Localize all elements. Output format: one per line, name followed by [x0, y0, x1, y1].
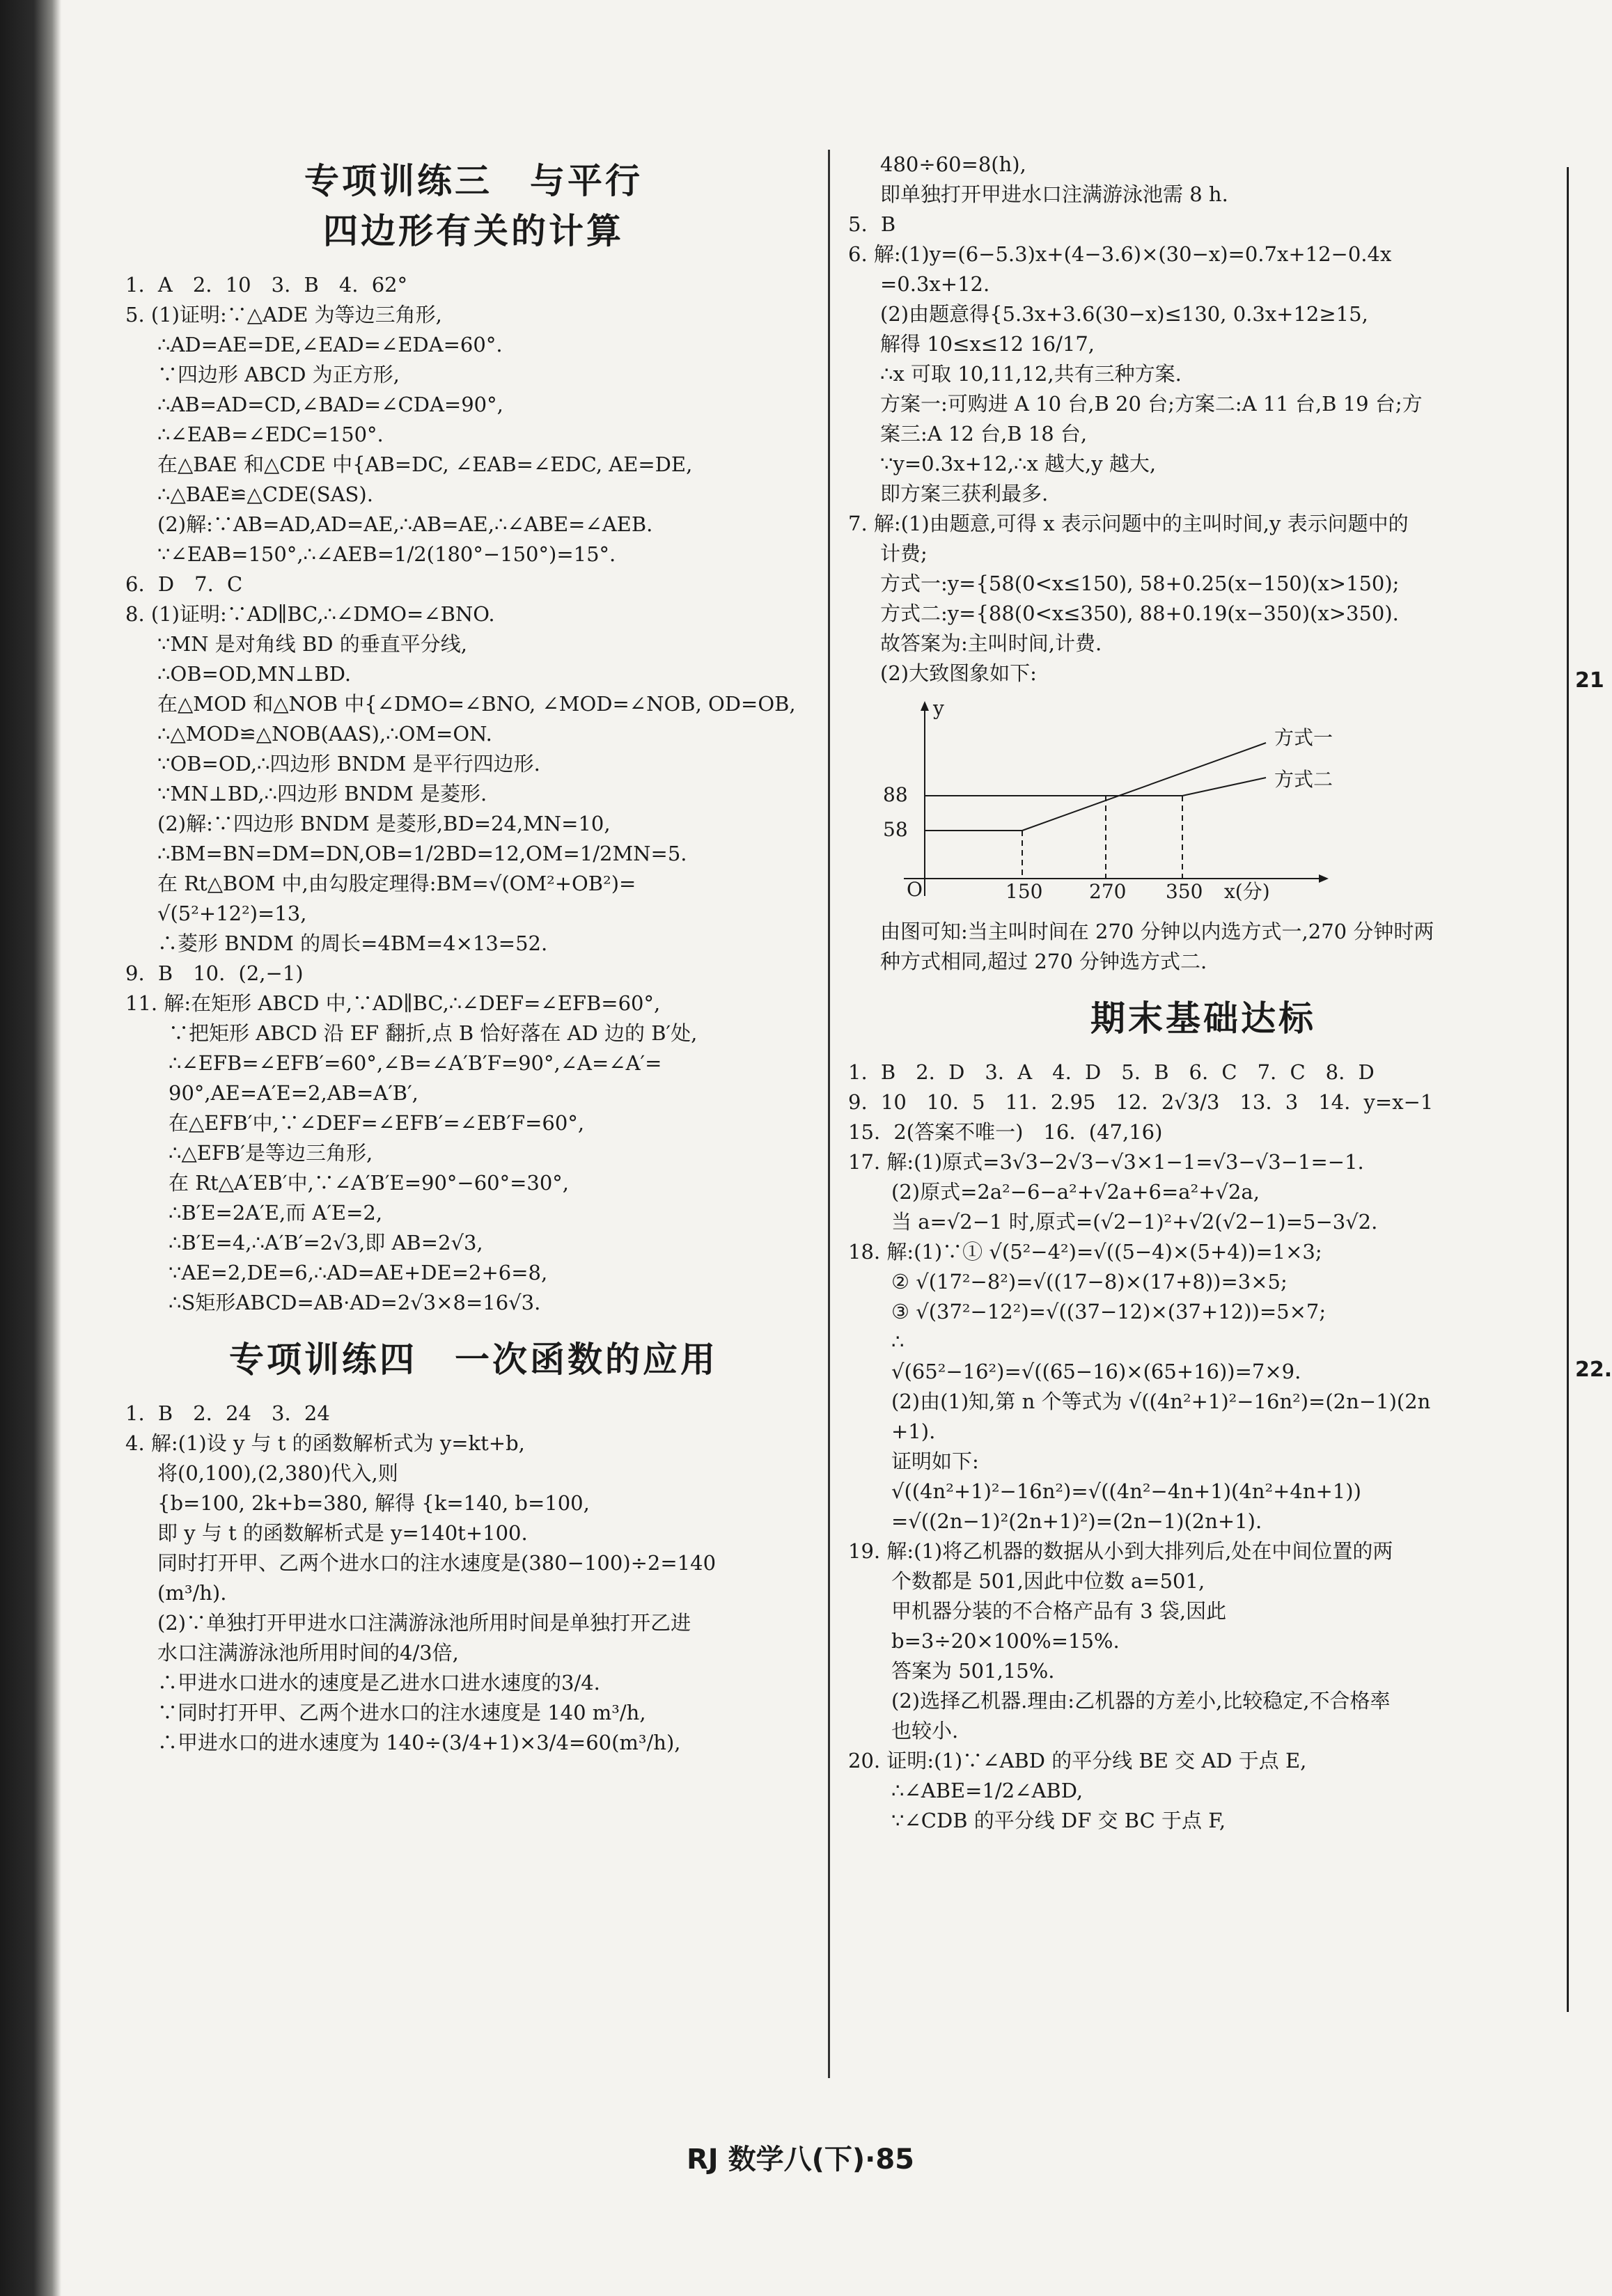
- solution-line: =0.3x+12.: [880, 272, 990, 296]
- solution-line: 90°,AE=A′E=2,AB=A′B′,: [169, 1081, 418, 1105]
- solution-line: 5. (1)证明:∵△ADE 为等边三角形,: [125, 303, 442, 327]
- solution-line: (2)∵单独打开甲进水口注满游泳池所用时间是单独打开乙进: [157, 1611, 691, 1635]
- solution-line: 6. 解:(1)y=(6−5.3)x+(4−3.6)×(30−x)=0.7x+12−0.4x: [848, 242, 1392, 266]
- solution-line: 种方式相同,超过 270 分钟选方式二.: [880, 950, 1207, 973]
- solution-line: {b=100, 2k+b=380, 解得 {k=140, b=100,: [157, 1491, 590, 1515]
- tick-58: 58: [883, 818, 908, 841]
- solution-line: ② √(17²−8²)=√((17−8)×(17+8))=3×5;: [891, 1270, 1288, 1294]
- solution-line: (2)大致图象如下:: [880, 661, 1037, 685]
- right-column: [848, 150, 1558, 1836]
- plan-two-rise: [1182, 778, 1266, 796]
- plan-one-label: 方式一: [1274, 726, 1333, 749]
- solution-line: ∵四边形 ABCD 为正方形,: [157, 363, 400, 386]
- page-footer: RJ 数学八(下)·85: [686, 2144, 915, 2176]
- tick-150: 150: [1005, 880, 1043, 903]
- solution-line: ∴BM=BN=DM=DN,OB=1/2BD=12,OM=1/2MN=5.: [157, 842, 687, 865]
- solution-line: 答案为 501,15%.: [891, 1659, 1055, 1683]
- answer-line: 5. B: [848, 212, 896, 236]
- answer-line: 15. 2(答案不唯一) 16. (47,16): [848, 1120, 1163, 1144]
- solution-line: 计费;: [880, 542, 928, 565]
- solution-line: ∴OB=OD,MN⊥BD.: [157, 662, 352, 686]
- solution-line: 证明如下:: [891, 1449, 979, 1473]
- solution-line: ∵把矩形 ABCD 沿 EF 翻折,点 B 恰好落在 AD 边的 B′处,: [169, 1021, 698, 1045]
- solution-line: 同时打开甲、乙两个进水口的注水速度是(380−100)÷2=140: [157, 1551, 717, 1575]
- solution-line: 甲机器分装的不合格产品有 3 袋,因此: [891, 1599, 1227, 1623]
- side-number-21: 21: [1575, 668, 1604, 693]
- solution-line: ∴甲进水口进水的速度是乙进水口进水速度的3/4.: [157, 1671, 600, 1695]
- solution-line: 18. 解:(1)∵① √(5²−4²)=√((5−4)×(5+4))=1×3;: [848, 1240, 1322, 1264]
- solution-line: 19. 解:(1)将乙机器的数据从小到大排列后,处在中间位置的两: [848, 1539, 1393, 1563]
- billing-graph: [876, 694, 1363, 903]
- answer-line: 9. B 10. (2,−1): [125, 961, 304, 985]
- tick-350: 350: [1166, 880, 1203, 903]
- section-title-3: 专项训练三 与平行 四边形有关的计算: [304, 161, 643, 251]
- solution-line: ∴△EFB′是等边三角形,: [169, 1141, 373, 1165]
- x-axis-label: x(分): [1224, 880, 1270, 903]
- solution-line: 20. 证明:(1)∵∠ABD 的平分线 BE 交 AD 于点 E,: [848, 1749, 1307, 1772]
- tick-88: 88: [883, 783, 908, 806]
- solution-line: 17. 解:(1)原式=3√3−2√3−√3×1−1=√3−√3−1=−1.: [848, 1150, 1364, 1174]
- solution-line: 在△BAE 和△CDE 中{AB=DC, ∠EAB=∠EDC, AE=DE,: [157, 453, 693, 476]
- solution-line: ∴B′E=4,∴A′B′=2√3,即 AB=2√3,: [169, 1231, 483, 1255]
- solution-line: ∴B′E=2A′E,而 A′E=2,: [169, 1201, 383, 1225]
- solution-line: (2)由题意得{5.3x+3.6(30−x)≤130, 0.3x+12≥15,: [880, 302, 1368, 326]
- binding-edge: [0, 0, 61, 2296]
- solution-line: (m³/h).: [157, 1581, 227, 1605]
- solution-line: 解得 10≤x≤12 16/17,: [880, 332, 1095, 356]
- solution-line: 故答案为:主叫时间,计费.: [880, 631, 1102, 655]
- solution-line: (2)由(1)知,第 n 个等式为 √((4n²+1)²−16n²)=(2n−1)(2n: [891, 1390, 1431, 1413]
- tick-270: 270: [1089, 880, 1127, 903]
- plan-two-label: 方式二: [1274, 768, 1333, 791]
- solution-line: ∴菱形 BNDM 的周长=4BM=4×13=52.: [157, 931, 548, 955]
- solution-line: 在 Rt△BOM 中,由勾股定理得:BM=√(OM²+OB²)=: [157, 872, 636, 895]
- solution-line: √(5²+12²)=13,: [157, 902, 307, 925]
- solution-line: 个数都是 501,因此中位数 a=501,: [891, 1569, 1205, 1593]
- solution-line: 11. 解:在矩形 ABCD 中,∵AD∥BC,∴∠DEF=∠EFB=60°,: [125, 991, 661, 1015]
- answer-line: 9. 10 10. 5 11. 2.95 12. 2√3/3 13. 3 14. y=x−1: [848, 1090, 1434, 1114]
- column-divider: [828, 150, 830, 2078]
- solution-line: 将(0,100),(2,380)代入,则: [157, 1461, 398, 1485]
- solution-line: ∵∠EAB=150°,∴∠AEB=1/2(180°−150°)=15°.: [157, 542, 616, 566]
- solution-line: 在△EFB′中,∵∠DEF=∠EFB′=∠EB′F=60°,: [169, 1111, 585, 1135]
- solution-line: √(65²−16²)=√((65−16)×(65+16))=7×9.: [891, 1360, 1301, 1383]
- solution-line: √((4n²+1)²−16n²)=√((4n²−4n+1)(4n²+4n+1)): [891, 1479, 1361, 1503]
- plan-one-rise: [1022, 743, 1266, 831]
- right-margin-rule: [1567, 167, 1569, 2012]
- origin-label: O: [907, 878, 923, 901]
- side-number-22: 22.: [1575, 1358, 1612, 1382]
- solution-line: 即方案三获利最多.: [880, 482, 1049, 505]
- left-column: [125, 139, 822, 1758]
- solution-line: ∴△MOD≌△NOB(AAS),∴OM=ON.: [157, 722, 492, 746]
- solution-line: (2)原式=2a²−6−a²+√2a+6=a²+√2a,: [891, 1180, 1260, 1204]
- solution-line: ∵y=0.3x+12,∴x 越大,y 越大,: [880, 452, 1157, 475]
- solution-line: 方案一:可购进 A 10 台,B 20 台;方案二:A 11 台,B 19 台;方: [880, 392, 1423, 416]
- solution-line: b=3÷20×100%=15%.: [891, 1629, 1120, 1653]
- answer-line: 6. D 7. C: [125, 572, 243, 596]
- solution-line: ∴甲进水口的进水速度为 140÷(3/4+1)×3/4=60(m³/h),: [157, 1731, 681, 1754]
- y-axis-label: y: [933, 697, 944, 720]
- solution-line: ∴∠ABE=1/2∠ABD,: [891, 1779, 1083, 1802]
- solution-line: ∴AD=AE=DE,∠EAD=∠EDA=60°.: [157, 333, 503, 356]
- solution-line: 即 y 与 t 的函数解析式是 y=140t+100.: [157, 1521, 528, 1545]
- solution-line: ∴△BAE≌△CDE(SAS).: [157, 482, 373, 506]
- solution-line: ∵∠CDB 的平分线 DF 交 BC 于点 F,: [891, 1809, 1226, 1832]
- solution-line: ∵同时打开甲、乙两个进水口的注水速度是 140 m³/h,: [157, 1701, 646, 1724]
- solution-line: ∵MN⊥BD,∴四边形 BNDM 是菱形.: [157, 782, 487, 805]
- y-axis-arrow: [921, 701, 929, 711]
- solution-line: 由图可知:当主叫时间在 270 分钟以内选方式一,270 分钟时两: [880, 920, 1434, 943]
- answer-line: 1. B 2. D 3. A 4. D 5. B 6. C 7. C 8. D: [848, 1060, 1375, 1084]
- solution-line: ∵OB=OD,∴四边形 BNDM 是平行四边形.: [157, 752, 540, 776]
- solution-line: 水口注满游泳池所用时间的4/3倍,: [157, 1641, 459, 1665]
- solution-line: 即单独打开甲进水口注满游泳池需 8 h.: [880, 182, 1228, 206]
- solution-line: 4. 解:(1)设 y 与 t 的函数解析式为 y=kt+b,: [125, 1431, 525, 1455]
- solution-line: ③ √(37²−12²)=√((37−12)×(37+12))=5×7;: [891, 1300, 1327, 1323]
- solution-line: 方式二:y={88(0<x≤350), 88+0.19(x−350)(x>350).: [880, 601, 1399, 625]
- solution-line: ∴: [891, 1330, 905, 1353]
- solution-line: 7. 解:(1)由题意,可得 x 表示问题中的主叫时间,y 表示问题中的: [848, 512, 1409, 535]
- solution-line: ∴∠EFB=∠EFB′=60°,∠B=∠A′B′F=90°,∠A=∠A′=: [169, 1051, 662, 1075]
- section-title-4: 专项训练四 一次函数的应用: [229, 1339, 718, 1380]
- solution-line: 8. (1)证明:∵AD∥BC,∴∠DMO=∠BNO.: [125, 602, 495, 626]
- solution-line: 在△MOD 和△NOB 中{∠DMO=∠BNO, ∠MOD=∠NOB, OD=OB,: [157, 692, 796, 716]
- solution-line: ∴AB=AD=CD,∠BAD=∠CDA=90°,: [157, 393, 503, 416]
- solution-line: (2)选择乙机器.理由:乙机器的方差小,比较稳定,不合格率: [891, 1689, 1391, 1713]
- solution-line: ∴S矩形ABCD=AB·AD=2√3×8=16√3.: [169, 1291, 541, 1314]
- solution-line: 方式一:y={58(0<x≤150), 58+0.25(x−150)(x>150);: [880, 572, 1400, 595]
- solution-line: (2)解:∵四边形 BNDM 是菱形,BD=24,MN=10,: [157, 812, 611, 835]
- solution-line: 480÷60=8(h),: [880, 152, 1026, 176]
- solution-line: ∴x 可取 10,11,12,共有三种方案.: [880, 362, 1182, 386]
- solution-line: (2)解:∵AB=AD,AD=AE,∴AB=AE,∴∠ABE=∠AEB.: [157, 512, 653, 536]
- x-axis-arrow: [1319, 874, 1329, 883]
- solution-line: ∴∠EAB=∠EDC=150°.: [157, 423, 384, 446]
- solution-line: 也较小.: [891, 1719, 959, 1743]
- section-title-final: 期末基础达标: [1090, 998, 1316, 1039]
- solution-line: 当 a=√2−1 时,原式=(√2−1)²+√2(√2−1)=5−3√2.: [891, 1210, 1378, 1234]
- solution-line: +1).: [891, 1420, 936, 1443]
- solution-line: 在 Rt△A′EB′中,∵∠A′B′E=90°−60°=30°,: [169, 1171, 570, 1195]
- solution-line: =√((2n−1)²(2n+1)²)=(2n−1)(2n+1).: [891, 1509, 1262, 1533]
- solution-line: ∵MN 是对角线 BD 的垂直平分线,: [157, 632, 467, 656]
- answer-line: 1. A 2. 10 3. B 4. 62°: [125, 273, 408, 297]
- solution-line: ∵AE=2,DE=6,∴AD=AE+DE=2+6=8,: [169, 1261, 548, 1284]
- answer-line: 1. B 2. 24 3. 24: [125, 1401, 330, 1425]
- solution-line: 案三:A 12 台,B 18 台,: [880, 422, 1088, 446]
